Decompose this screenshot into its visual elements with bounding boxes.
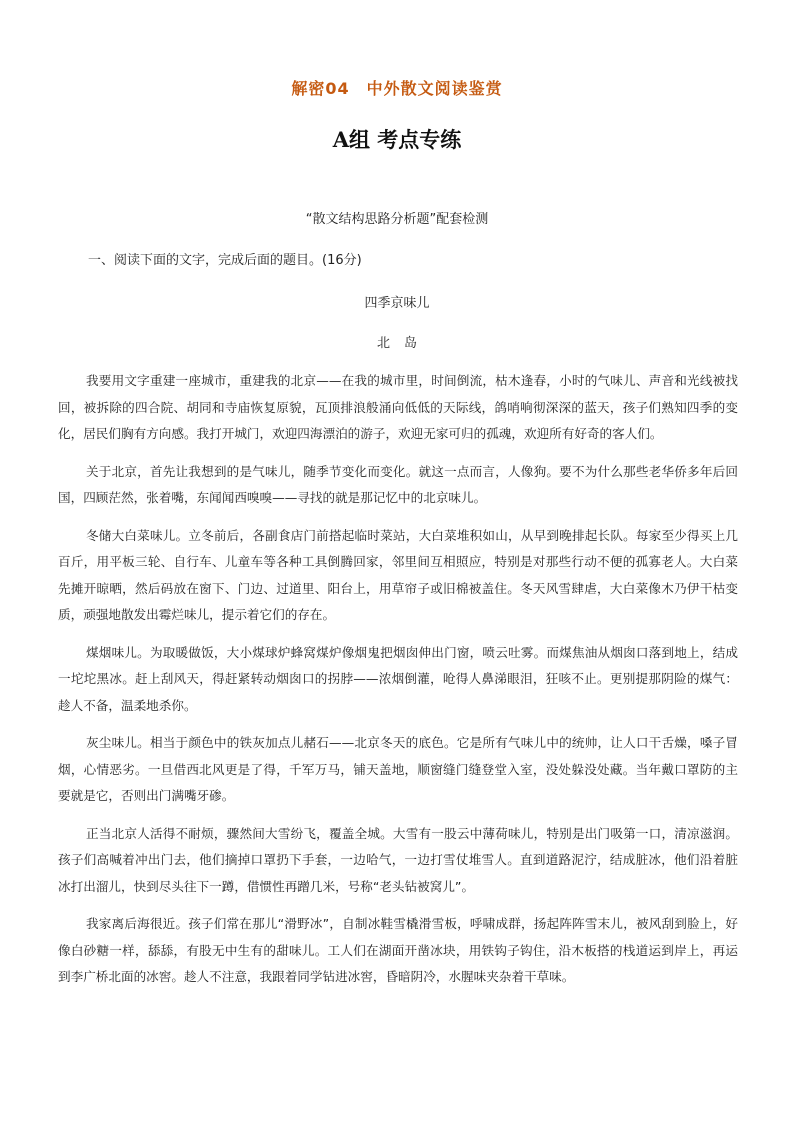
article-title: 四季京味儿 bbox=[364, 296, 430, 311]
article-author: 北岛 bbox=[376, 336, 431, 351]
chapter-title: 解密04 中外散文阅读鉴赏 bbox=[291, 79, 503, 98]
paragraph: 我要用文字重建一座城市，重建我的北京——在我的城市里，时间倒流，枯木逢春，小时的气味儿、声音和光线被找回，被拆除的四合院、胡同和寺庙恢复原貌，瓦顶排浪般涌向低低的天际线，鸽哨响彻深深的蓝天，孩子们熟知四季的变化，居民们胸有方向感。我打开城门，欢迎四海漂泊的游子，欢迎无家可归的孤魂，欢迎所有好奇的客人们。 bbox=[58, 373, 738, 441]
paragraph: 关于北京，首先让我想到的是气味儿，随季节变化而变化。就这一点而言，人像狗。要不为什么那些老华侨多年后回国，四顾茫然，张着嘴，东闻闻西嗅嗅——寻找的就是那记忆中的北京味儿。 bbox=[58, 463, 738, 505]
paragraph: 正当北京人活得不耐烦，骤然间大雪纷飞，覆盖全城。大雪有一股云中薄荷味儿，特别是出门吸第一口，清凉滋润。孩子们高喊着冲出门去，他们摘掉口罩扔下手套，一边哈气，一边打雪仗堆雪人。直到道路泥泞，结成脏冰，他们沿着脏冰打出溜儿，快到尽头往下一蹲，借惯性再蹭几米，号称“老头钻被窝儿”。 bbox=[58, 825, 738, 894]
group-title: A组 考点专练 bbox=[332, 127, 462, 152]
paragraph: 冬储大白菜味儿。立冬前后，各副食店门前搭起临时菜站，大白菜堆积如山，从早到晚排起长队。每家至少得买上几百斤，用平板三轮、自行车、儿童车等各种工具倒腾回家，邻里间互相照应，特别是对那些行动不便的孤寡老人。大白菜先摊开晾晒，然后码放在窗下、门边、过道里、阳台上，用草帘子或旧棉被盖住。冬天风雪肆虐，大白菜像木乃伊干枯变质，顽强地散发出霉烂味儿，提示着它们的存在。 bbox=[58, 527, 738, 622]
article-body bbox=[58, 368, 738, 1002]
section-subtitle: “散文结构思路分析题”配套检测 bbox=[305, 212, 489, 227]
question-prompt: 一、阅读下面的文字，完成后面的题目。(16分) bbox=[88, 253, 362, 268]
paragraph: 我家离后海很近。孩子们常在那儿“滑野冰”，自制冰鞋雪橇滑雪板，呼啸成群，扬起阵阵雪末儿，被风刮到脸上，好像白砂糖一样，舔舔，有股无中生有的甜味儿。工人们在湖面开凿冰块，用铁钩子钩住，沿木板搭的栈道运到岸上，再运到李广桥北面的冰窖。趁人不注意，我跟着同学钻进冰窖，昏暗阴冷，水腥味夹杂着干草味。 bbox=[58, 916, 738, 984]
paragraph: 煤烟味儿。为取暖做饭，大小煤球炉蜂窝煤炉像烟鬼把烟囱伸出门窗，喷云吐雾。而煤焦油从烟囱口落到地上，结成一坨坨黑冰。赶上刮风天，得赶紧转动烟囱口的拐脖——浓烟倒灌，呛得人鼻涕眼泪，狂咳不止。更别提那阴险的煤气：趁人不备，温柔地杀你。 bbox=[58, 644, 738, 713]
paragraph: 灰尘味儿。相当于颜色中的铁灰加点儿赭石——北京冬天的底色。它是所有气味儿中的统帅，让人口干舌燥，嗓子冒烟，心情恶劣。一旦借西北风更是了得，千军万马，铺天盖地，顺窗缝门缝登堂入室，没处躲没处藏。当年戴口罩防的主要就是它，否则出门满嘴牙碜。 bbox=[58, 735, 738, 803]
